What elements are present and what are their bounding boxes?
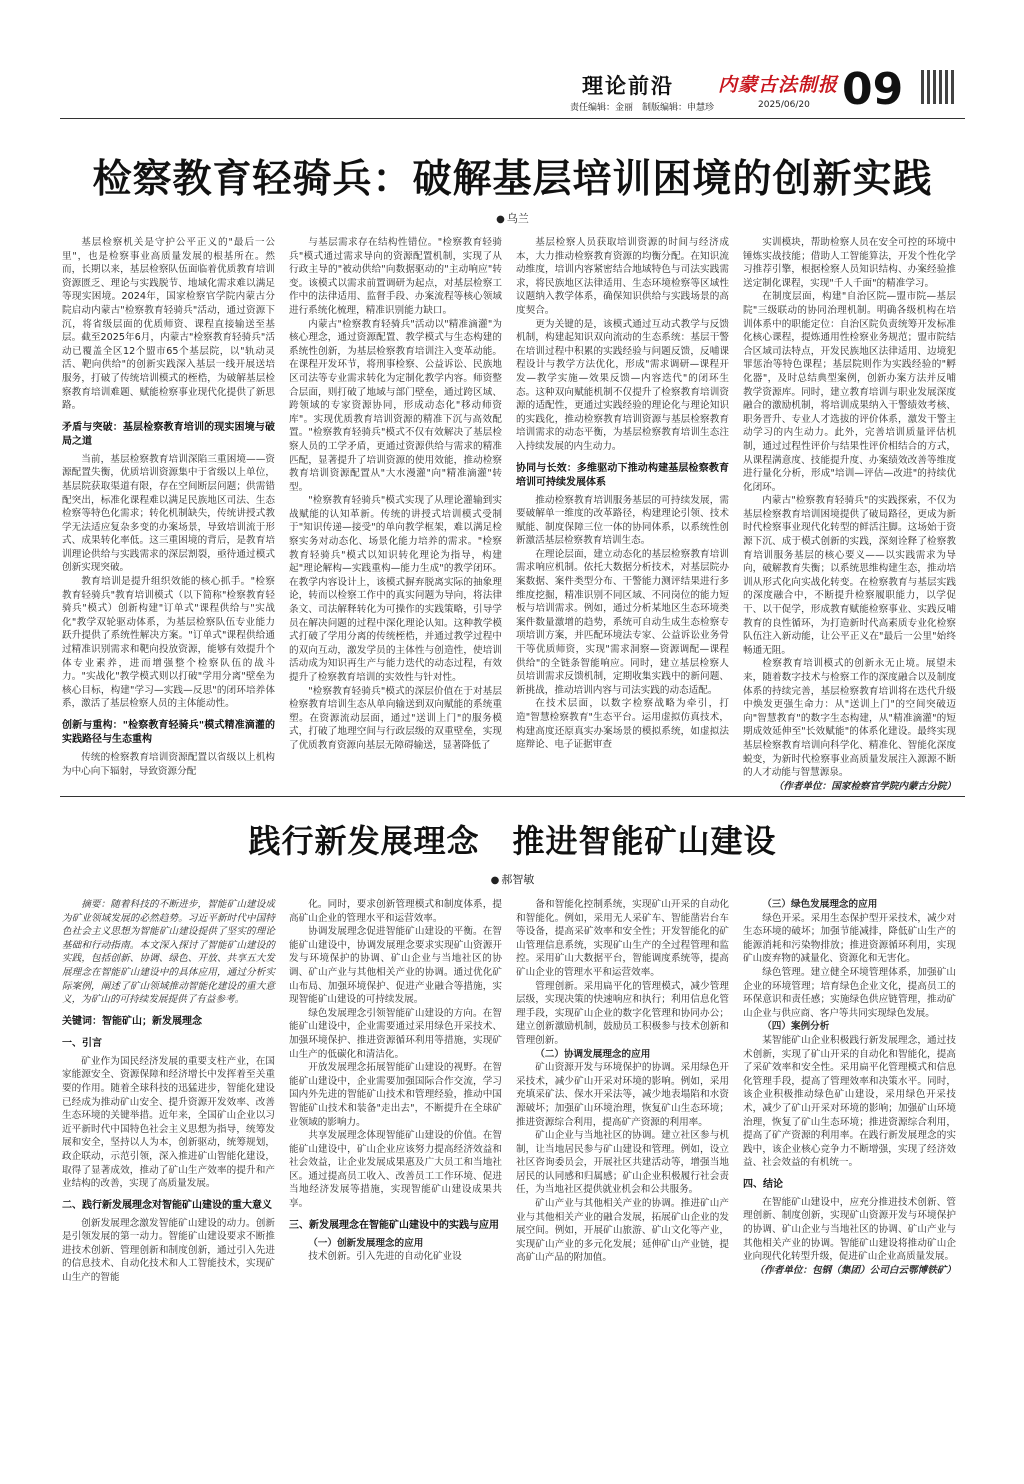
article-column [516, 236, 729, 778]
section-heading: 矛盾与突破：基层检察教育培训的现实困境与破局之道 [62, 421, 275, 447]
article-column [62, 236, 275, 778]
article-column [289, 898, 502, 1476]
page-header [0, 0, 1024, 120]
paragraph: 在技术层面，以数字检察战略为牵引，打造"智慧检察教育"生态平台。运用虚拟仿真技术，构建高度还原真实办案场景的模拟系统，如虚拟法庭辩论、电子证据审查 [516, 698, 729, 751]
paragraph: 内蒙古"检察教育轻骑兵"的实践探索，不仅为基层检察教育培训困境提供了破局路径，更成为新时代检察事业现代化转型的鲜活注脚。这场始于资源下沉、成于模式创新的实践，深刻诠释了检察教育培训服务基层的核心要义——以实践需求为导向，破解教育失衡；以系统思维构建生态，推动培训从形式化向实战化转变。在检察教育与基层实践的深度融合中，不断提升检察履职能力，以学促干、以干促学，形成教育赋能检察事业、实践反哺教育的良性循环，为打造新时代高素质专业化检察队伍注入新动能，让公平正义在"最后一公里"始终畅通无阻。 [743, 495, 956, 656]
paragraph: 实训模块，帮助检察人员在安全可控的环境中锤炼实战技能；借助人工智能算法，开发个性化学习推荐引擎，根据检察人员知识结构、办案经验推送定制化课程，实现"千人千面"的精准学习。 [743, 237, 956, 289]
paragraph: 教育培训是提升组织效能的核心抓手。"检察教育轻骑兵"教育培训模式（以下简称"检察教育轻骑兵"模式）创新构建"订单式"课程供给与"实战化"教学双轮驱动体系，为基层检察队伍专业能力跃升提供了系统性解决方案。"订单式"课程供给通过精准识别需求和靶向投放资源，能够有效提升个体专业素养，进而增强整个检察队伍的战斗力。"实战化"教学模式则以打破"学用分离"壁垒为核心目标，构建"学习—实践—反思"的闭环培养体系，激活了基层检察人员的主体能动性。 [62, 576, 275, 710]
paragraph: 共享发展理念体现智能矿山建设的价值。在智能矿山建设中，矿山企业应该努力提高经济效益和社会效益，让企业发展成果惠及广大员工和当地社区。通过提高员工收入、改善员工工作环境、促进当地经济发展等措施，实现智能矿山建设成果共享。 [289, 1130, 502, 1210]
article-title: 践行新发展理念 推进智能矿山建设 [248, 822, 777, 860]
bullet-icon: ● [490, 875, 500, 886]
section-heading: 协同与长效：多维驱动下推动构建基层检察教育培训可持续发展体系 [516, 462, 729, 488]
abstract: 摘要：随着科技的不断进步，智能矿山建设成为矿业领域发展的必然趋势。习近平新时代中国特色社会主义思想为智能矿山建设提供了坚实的理论基础和行动指南。本文深入探讨了智能矿山建设的实践，包括创新、协调、绿色、开放、共享五大发展理念在智能矿山建设中的具体应用，通过分析实际案例，阐述了矿山领域推动智能化建设的重大意义，为矿山的可持续发展提供了有益参考。 [62, 899, 275, 1006]
paragraph: 在理论层面，建立动态化的基层检察教育培训需求响应机制。依托大数据分析技术，对基层院办案数据、案件类型分布、干警能力测评结果进行多维度挖掘，精准识别不同区域、不同岗位的能力短板与培训需求。例如，通过分析某地区生态环境类案件数量激增的趋势，系统可自动生成生态检察专项培训方案，并匹配环境法专家、公益诉讼业务骨干等优质师资，实现"需求洞察—资源调配—课程供给"的全链条智能响应。同时，建立基层检察人员培训需求反馈机制，定期收集实践中的新问题、新挑战，推动培训内容与司法实践的动态适配。 [516, 548, 729, 696]
section-heading: 创新与重构："检察教育轻骑兵"模式精准滴灌的实践路径与生态重构 [62, 720, 275, 745]
paragraph: 推动检察教育培训服务基层的可持续发展，需要破解单一维度的改革路径，构建理论引领、技术赋能、制度保障三位一体的协同体系，以系统性创新激活基层检察教育培训生态。 [516, 494, 729, 547]
issue-date: 2025/06/20 [758, 100, 810, 110]
article-column [289, 236, 502, 778]
paragraph: "检察教育轻骑兵"模式实现了从理论灌输到实战赋能的认知革新。传统的讲授式培训模式受制于"知识传递—接受"的单向教学框架，难以满足检察实务对动态化、场景化能力培养的需求。"检察教育轻骑兵"模式以知识转化理论为指导，构建起"理论解构—实践重构—能力生成"的教学闭环。在教学内容设计上，该模式摒弃脱离实际的抽象理论，转而以检察工作中的真实问题为导向，将法律条文、司法解释转化为可操作的实践策略，引导学员在解决问题的过程中深化理论认知。这种教学模式打破了学用分离的传统桎梏，并通过教学过程中的双向互动，激发学员的主体性与创造性，使培训活动成为知识再生产与能力迭代的动态过程，有效提升了检察教育培训的实效性与针对性。 [289, 495, 502, 683]
paragraph: "检察教育轻骑兵"模式的深层价值在于对基层检察教育培训生态从单向输送到双向赋能的系统重塑。在资源流动层面，通过"送训上门"的服务模式，打破了地理空间与行政层级的双重壁垒，实现了优质教育资源向基层无障碍输送，显著降低了 [289, 685, 502, 751]
article-column [62, 898, 275, 1476]
paragraph: 矿山企业与当地社区的协调。建立社区参与机制，让当地居民参与矿山建设和管理。例如，设立社区咨询委员会，开展社区共建活动等，增强当地居民的认同感和归属感；矿山企业积极履行社会责任，为当地社区提供就业机会和公共服务。 [516, 1130, 729, 1196]
paragraph: 在智能矿山建设中，应充分推进技术创新、管理创新、制度创新，实现矿山资源开发与环境保护的协调、矿山企业与当地社区的协调、矿山产业与其他相关产业的协调。智能矿山建设将推动矿山企业向现代化转型升级，促进矿山企业高质量发展。 [743, 1196, 956, 1263]
section-heading: 一、引言 [62, 1037, 102, 1049]
newspaper-logo: 内蒙古法制报 [718, 74, 839, 96]
paragraph: 更为关键的是，该模式通过互动式教学与反馈机制，构建起知识双向流动的生态系统：基层干警在培训过程中积累的实践经验与问题反馈，反哺课程设计与教学方法优化，形成"需求调研—课程开发—教学实施—效果反馈—内容迭代"的闭环生态。这种双向赋能机制不仅提升了检察教育培训资源的适配性，更通过实践经验的理论化与理论知识的实践化，推动检察教育培训资源与基层检察教育培训需求的动态平衡，为基层检察教育培训生态注入持续发展的内生动力。 [516, 318, 729, 452]
byline [60, 210, 965, 226]
section-heading: 四、结论 [743, 1178, 783, 1190]
paragraph: 开放发展理念拓展智能矿山建设的视野。在智能矿山建设中，企业需要加强国际合作交流，学习国内外先进的智能矿山技术和管理经验，推动中国智能矿山技术和装备"走出去"，不断提升在全球矿业领域的影响力。 [289, 1062, 502, 1128]
subsection-heading: （三）绿色发展理念的应用 [762, 899, 878, 910]
paragraph: 矿山产业与其他相关产业的协调。推进矿山产业与其他相关产业的融合发展，拓展矿山企业的发展空间。例如，开展矿山旅游、矿山文化等产业，实现矿山产业的多元化发展；延伸矿山产业链，提高矿山产品的附加值。 [516, 1198, 729, 1264]
author-affiliation: （作者单位：国家检察官学院内蒙古分院） [773, 780, 956, 792]
paragraph: 基层检察人员获取培训资源的时间与经济成本，大力推动检察教育资源的均衡分配。在知识流动维度，培训内容紧密结合地域特色与司法实践需求，将民族地区法律适用、生态环境检察等区域性议题纳入教学体系，确保知识供给与实践场景的高度契合。 [516, 237, 729, 316]
byline [60, 871, 965, 887]
section-heading: 二、践行新发展理念对智能矿山建设的重大意义 [62, 1199, 272, 1211]
paragraph: 传统的检察教育培训资源配置以省级以上机构为中心向下辐射，导致资源分配 [62, 752, 275, 777]
paragraph: 绿色管理。建立健全环境管理体系，加强矿山企业的环境管理；培育绿色企业文化，提高员工的环保意识和责任感；实施绿色供应链管理，推动矿山企业与供应商、客户等共同实现绿色发展。 [743, 966, 956, 1019]
section-name: 理论前沿 [582, 73, 674, 98]
author-affiliation: （作者单位：包钢（集团）公司白云鄂博铁矿） [754, 1264, 956, 1276]
subsection-heading: （四）案例分析 [762, 1021, 830, 1033]
paragraph: 矿业作为国民经济发展的重要支柱产业，在国家能源安全、资源保障和经济增长中发挥着至关重要的作用。随着全球科技的迅猛进步，智能化建设已经成为推动矿山安全、提升资源开发效率、改善生态环境的关键举措。近年来，全国矿山企业以习近平新时代中国特色社会主义思想为指导，统筹发展和安全，坚持以人为本，创新驱动，统筹规划，政企联动，示范引领，深入推进矿山智能化建设，取得了显著成效，推动了矿山生产效率的提升和产业结构的改善，实现了高质量发展。 [62, 1055, 275, 1190]
paragraph: 与基层需求存在结构性错位。"检察教育轻骑兵"模式通过需求导向的资源配置机制，实现了从行政主导的"被动供给"向数据驱动的"主动响应"转变。该模式以需求前置调研为起点，对基层检察工作中的法律适用、监督手段、办案流程等核心领域进行系统化梳理，精准识别能力缺口。 [289, 237, 502, 316]
paragraph: 当前，基层检察教育培训深陷三重困境——资源配置失衡，优质培训资源集中于省级以上单位，基层院获取渠道有限，存在空间断层问题；供需错配突出，标准化课程难以满足民族地区司法、生态检察等特色化需求；转化机制缺失，传统讲授式教学无法适应复杂多变的办案场景，导致培训流于形式、成果转化率低。这三重困境的背后，是教育培训理论供给与实践需求的深层割裂，亟待通过模式创新实现突破。 [62, 453, 275, 574]
article-column [743, 898, 956, 1476]
qr-code-icon [921, 70, 955, 104]
paragraph: 化。同时，要求创新管理模式和制度体系，提高矿山企业的管理水平和运营效率。 [289, 899, 502, 924]
layout-editor-credit: 制版编辑：申慧珍 [642, 103, 715, 113]
section-heading: 三、新发展理念在智能矿山建设中的实践与应用 [289, 1219, 499, 1231]
article-title: 检察教育轻骑兵：破解基层培训困境的创新实践 [92, 156, 933, 202]
author-name: 乌兰 [506, 212, 529, 225]
paragraph: 备和智能化控制系统，实现矿山开采的自动化和智能化。例如，采用无人采矿车、智能凿岩台车等设备，提高采矿效率和安全性；开发智能化的矿山管理信息系统，实现矿山生产的全过程管理和监控。采用矿山大数据平台，智能调度系统等，提高矿山企业的管理水平和运营效率。 [516, 899, 729, 978]
paragraph: 内蒙古"检察教育轻骑兵"活动以"精准滴灌"为核心理念，通过资源配置、教学模式与生态构建的系统性创新，为基层检察教育培训注入变革动能。在课程开发环节，将刑事检察、公益诉讼、民族地区司法等专业需求转化为定制化教学内容。师资整合层面，则打破了地域与部门壁垒，通过跨区域、跨领域的专家资源协同，形成动态化"移动师资库"。实现优质教育培训资源的精准下沉与高效配置。"检察教育轻骑兵"模式不仅有效解决了基层检察人员的工学矛盾，更通过资源供给与需求的精准匹配，显著提升了培训资源的使用效能，推动检察教育培训资源配置从"大水漫灌"向"精准滴灌"转型。 [289, 318, 502, 493]
bullet-icon: ● [496, 214, 505, 225]
keywords: 关键词：智能矿山；新发展理念 [62, 1015, 202, 1027]
subsection-heading: （一）创新发展理念的应用 [308, 1237, 424, 1249]
paragraph: 创新发展理念激发智能矿山建设的动力。创新是引领发展的第一动力。智能矿山建设要求不断推进技术创新、管理创新和制度创新，通过引入先进的信息技术、自动化技术和人工智能技术，实现矿山生产的智能 [62, 1217, 275, 1284]
author-name: 郝智敏 [501, 873, 535, 886]
paragraph: 协调发展理念促进智能矿山建设的平衡。在智能矿山建设中，协调发展理念要求实现矿山资源开发与环境保护的协调、矿山企业与当地社区的协调、矿山产业与其他相关产业的协调。通过优化矿山布局、加强环境保护、促进产业融合等措施，实现智能矿山建设的可持续发展。 [289, 926, 502, 1006]
paragraph: 检察教育培训模式的创新永无止境。展望未来，随着数字技术与检察工作的深度融合以及制度体系的持续完善，基层检察教育培训将在迭代升级中焕发更强生命力：从"送训上门"的空间突破迈向"智慧教育"的数字生态构建，从"精准滴灌"的短期成效延伸至"长效赋能"的体系化建设。最终实现基层检察教育培训向科学化、精准化、智能化深度蜕变，为新时代检察事业高质量发展注入源源不断的人才动能与智慧源泉。 [743, 658, 956, 779]
paragraph: 管理创新。采用扁平化的管理模式，减少管理层级，实现决策的快速响应和执行；利用信息化管理手段，实现矿山企业的数字化管理和协同办公；建立创新激励机制，鼓励员工积极参与技术创新和管理创新。 [516, 980, 729, 1046]
paragraph: 某智能矿山企业积极践行新发展理念，通过技术创新，实现了矿山开采的自动化和智能化，提高了采矿效率和安全性。采用扁平化管理模式和信息化管理手段，提高了管理效率和决策水平。同时，该企业积极推动绿色矿山建设，采用绿色开采技术，减少了矿山开采对环境的影响；加强矿山环境治理，恢复了矿山生态环境；推进资源综合利用，提高了矿产资源的利用率。在践行新发展理念的实践中，该企业核心竞争力不断增强，实现了经济效益、社会效益的有机统一。 [743, 1034, 956, 1169]
paragraph: 在制度层面，构建"自治区院—盟市院—基层院"三级联动的协同治理机制。明确各级机构在培训体系中的职能定位：自治区院负责统筹开发标准化核心课程，提炼通用性检察业务规范；盟市院结合区域司法特点，开发民族地区法律适用、边境犯罪惩治等特色课程；基层院则作为实践经验的"孵化器"，及时总结典型案例，创新办案方法并反哺教学资源库。同时，建立教育培训与职业发展深度融合的激励机制，将培训成果纳入干警绩效考核、职务晋升、专业人才选拔的评价体系，激发干警主动学习的内生动力。此外，完善培训质量评估机制，通过过程性评价与结果性评价相结合的方式，从课程满意度、技能提升度、办案绩效改善等维度进行量化分析，形成"培训—评估—改进"的持续优化闭环。 [743, 291, 956, 493]
article-column [516, 898, 729, 1476]
editor-credit: 责任编辑：金丽 [570, 103, 634, 113]
header-rule [60, 118, 965, 119]
paragraph: 绿色发展理念引领智能矿山建设的方向。在智能矿山建设中，企业需要通过采用绿色开采技术、加强环境保护、推进资源循环利用等措施，实现矿山生产的低碳化和清洁化。 [289, 1007, 502, 1060]
page-number: 09 [842, 64, 904, 115]
paragraph: 技术创新。引入先进的自动化矿业设 [308, 1251, 462, 1263]
paragraph: 矿山资源开发与环境保护的协调。采用绿色开采技术，减少矿山开采对环境的影响。例如，采用充填采矿法、保水开采法等，减少地表塌陷和水资源破坏；加强矿山环境治理，恢复矿山生态环境；推进资源综合利用，提高矿产资源的利用率。 [516, 1062, 729, 1128]
subsection-heading: （二）协调发展理念的应用 [535, 1048, 651, 1060]
paragraph: 绿色开采。采用生态保护型开采技术，减少对生态环境的破坏；加强节能减排，降低矿山生产的能源消耗和污染物排放；推进资源循环利用，实现矿山废弃物的减量化、资源化和无害化。 [743, 912, 956, 965]
article-column [743, 236, 956, 792]
article-divider [60, 796, 965, 797]
paragraph: 基层检察机关是守护公平正义的"最后一公里"，也是检察事业高质量发展的根基所在。然而，长期以来，基层检察队伍面临着优质教育培训资源匮乏、理论与实践脱节、地域化需求难以满足等现实困境。2024年，国家检察官学院内蒙古分院启动内蒙古"检察教育轻骑兵"活动，通过资源下沉，将省级层面的优质师资、课程直接输送至基层。截至2025年6月，内蒙古"检察教育轻骑兵"活动已覆盖全区12个盟市65个基层院，以"轨动灵活、靶向供给"的创新实践深入基层一线开展送培服务，打破了传统培训模式的桎梏，为破解基层检察教育培训难题、赋能检察事业现代化提供了新思路。 [62, 237, 275, 412]
